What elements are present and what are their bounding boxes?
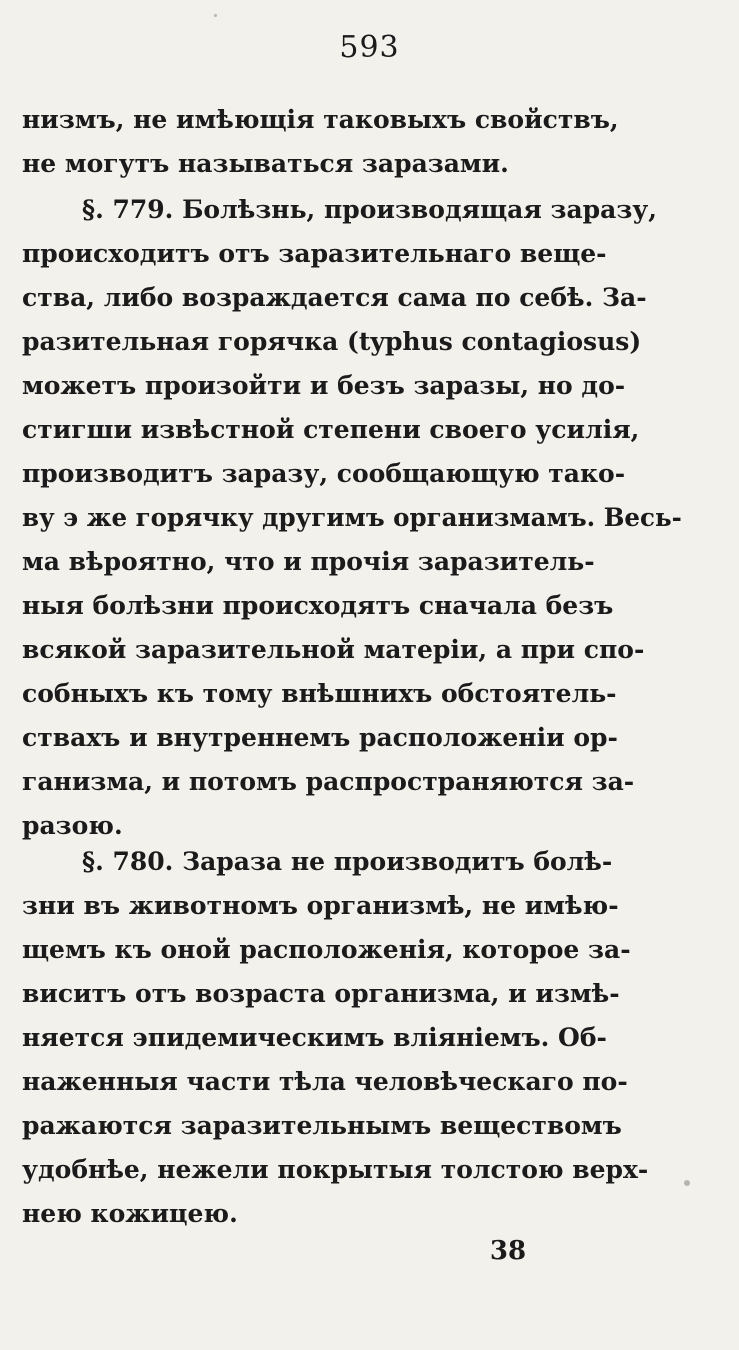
text-line: виситъ отъ возраста организма, и измѣ- [22,979,620,1008]
text-line: ма вѣроятно, что и прочія заразитель- [22,547,595,576]
text-line: наженныя части тѣла человѣческаго по- [22,1067,628,1096]
text-line: ныя болѣзни происходятъ сначала безъ [22,591,614,620]
text-line: разою. [22,811,123,840]
text-line: разительная горячка (typhus contagiosus) [22,327,642,356]
text-line: §. 780. Зараза не производитъ болѣ- [82,847,613,876]
paragraph-780 [22,840,662,1236]
text-line: удобнѣе, нежели покрытыя толстою верх- [22,1155,649,1184]
text-line: ганизма, и потомъ распространяются за- [22,767,635,796]
text-line: зни въ животномъ организмѣ, не имѣю- [22,891,619,920]
paper-speck [214,14,217,17]
paragraph-continuation [22,98,662,186]
text-line: нею кожицею. [22,1199,238,1228]
text-line: ствахъ и внутреннемъ расположеніи ор- [22,723,618,752]
text-line: низмъ, не имѣющія таковыхъ свойствъ, [22,105,619,134]
text-line: щемъ къ оной расположенія, которое за- [22,935,631,964]
text-line: §. 779. Болѣзнь, производящая заразу, [82,195,657,224]
text-line: производитъ заразу, сообщающую тако- [22,459,626,488]
signature-mark: 38 [489,1236,527,1266]
text-line: ву э же горячку другимъ организмамъ. Весь- [22,503,682,532]
text-line: стигши извѣстной степени своего усилія, [22,415,640,444]
text-line: ражаются заразительнымъ веществомъ [22,1111,622,1140]
paper-speck [684,1180,690,1186]
paragraph-779 [22,188,682,848]
page-number: 593 [339,30,400,65]
text-line: происходитъ отъ заразительнаго веще- [22,239,607,268]
text-line: всякой заразительной матеріи, а при спо- [22,635,645,664]
text-line: няется эпидемическимъ вліяніемъ. Об- [22,1023,607,1052]
text-line: можетъ произойти и безъ заразы, но до- [22,371,626,400]
text-line: ства, либо возраждается сама по себѣ. За- [22,283,647,312]
text-line: не могутъ называться заразами. [22,149,509,178]
text-line: собныхъ къ тому внѣшнихъ обстоятель- [22,679,617,708]
